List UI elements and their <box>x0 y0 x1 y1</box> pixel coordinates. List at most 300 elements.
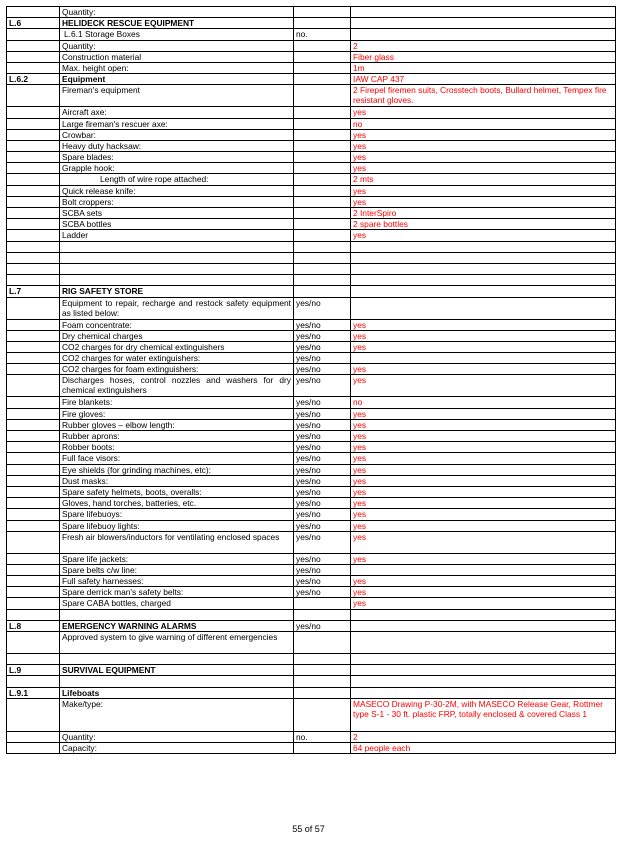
section-code-cell <box>7 654 60 665</box>
section-code-cell <box>7 51 60 62</box>
section-code-cell <box>7 408 60 419</box>
section-code-cell <box>7 263 60 274</box>
section-code-cell <box>7 397 60 408</box>
section-code-cell <box>7 364 60 375</box>
unit-cell <box>294 7 351 18</box>
value-cell: IAW CAP 437 <box>351 74 616 85</box>
value-cell: no <box>351 397 616 408</box>
table-row <box>7 486 616 497</box>
unit-cell: yes/no <box>294 531 351 553</box>
item-description-cell: Dry chemical charges <box>60 330 294 341</box>
item-description-cell: Crowbar: <box>60 129 294 140</box>
item-description-cell: Bolt croppers: <box>60 196 294 207</box>
section-code-cell <box>7 486 60 497</box>
item-description-cell: Spare lifebuoy lights: <box>60 520 294 531</box>
unit-cell: yes/no <box>294 498 351 509</box>
table-row <box>7 576 616 587</box>
value-cell <box>351 286 616 297</box>
item-description-cell: Spare blades: <box>60 152 294 163</box>
item-description-cell: Dust masks: <box>60 475 294 486</box>
unit-cell: yes/no <box>294 453 351 464</box>
table-row <box>7 353 616 364</box>
item-description-cell <box>60 263 294 274</box>
unit-cell <box>294 152 351 163</box>
value-cell: yes <box>351 375 616 397</box>
value-cell: yes <box>351 598 616 609</box>
section-code-cell <box>7 85 60 107</box>
table-row <box>7 129 616 140</box>
value-cell: yes <box>351 531 616 553</box>
table-row <box>7 498 616 509</box>
section-code-cell <box>7 498 60 509</box>
table-row <box>7 330 616 341</box>
value-cell <box>351 18 616 29</box>
section-code-cell <box>7 698 60 731</box>
section-code-cell <box>7 297 60 319</box>
item-description-cell: Spare derrick man's safety belts: <box>60 587 294 598</box>
item-description-cell: Fireman's equipment <box>60 85 294 107</box>
section-code-cell <box>7 118 60 129</box>
item-description-cell: CO2 charges for dry chemical extinguishers <box>60 341 294 352</box>
value-cell: 2 mts <box>351 174 616 185</box>
unit-cell <box>294 163 351 174</box>
unit-cell <box>294 129 351 140</box>
table-row <box>7 665 616 676</box>
unit-cell <box>294 208 351 219</box>
table-row <box>7 163 616 174</box>
value-cell: 1m <box>351 62 616 73</box>
item-description-cell: Make/type: <box>60 698 294 731</box>
unit-cell <box>294 40 351 51</box>
table-row <box>7 464 616 475</box>
table-row <box>7 654 616 665</box>
value-cell <box>351 687 616 698</box>
item-description-cell: RIG SAFETY STORE <box>60 286 294 297</box>
value-cell: yes <box>351 587 616 598</box>
item-description-cell: CO2 charges for foam extinguishers: <box>60 364 294 375</box>
table-row <box>7 208 616 219</box>
section-code-cell <box>7 185 60 196</box>
table-row <box>7 431 616 442</box>
value-cell: yes <box>351 408 616 419</box>
table-row <box>7 564 616 575</box>
section-code-cell: L.6 <box>7 18 60 29</box>
item-description-cell: Quantity: <box>60 7 294 18</box>
section-code-cell <box>7 609 60 620</box>
table-row <box>7 51 616 62</box>
unit-cell: yes/no <box>294 419 351 430</box>
item-description-cell: Ladder <box>60 230 294 241</box>
value-cell <box>351 353 616 364</box>
value-cell: yes <box>351 419 616 430</box>
value-cell: yes <box>351 107 616 118</box>
value-cell: yes <box>351 553 616 564</box>
section-code-cell: L.8 <box>7 620 60 631</box>
unit-cell <box>294 230 351 241</box>
unit-cell <box>294 174 351 185</box>
value-cell: yes <box>351 341 616 352</box>
item-description-cell: Discharges hoses, control nozzles and washers for dry chemical extinguishers <box>60 375 294 397</box>
table-row <box>7 453 616 464</box>
section-code-cell: L.9.1 <box>7 687 60 698</box>
value-cell: yes <box>351 475 616 486</box>
item-description-cell: Equipment <box>60 74 294 85</box>
table-row <box>7 74 616 85</box>
section-code-cell: L.9 <box>7 665 60 676</box>
item-description-cell <box>60 654 294 665</box>
value-cell: yes <box>351 464 616 475</box>
unit-cell <box>294 219 351 230</box>
section-code-cell <box>7 196 60 207</box>
section-code-cell <box>7 598 60 609</box>
page-number: 55 of 57 <box>292 824 325 834</box>
section-code-cell: L.6.2 <box>7 74 60 85</box>
item-description-cell: Length of wire rope attached: <box>60 174 294 185</box>
section-code-cell <box>7 419 60 430</box>
unit-cell <box>294 676 351 687</box>
unit-cell: yes/no <box>294 330 351 341</box>
unit-cell: yes/no <box>294 553 351 564</box>
item-description-cell: Equipment to repair, recharge and restock safety equipment as listed below: <box>60 297 294 319</box>
section-code-cell <box>7 587 60 598</box>
unit-cell: yes/no <box>294 397 351 408</box>
unit-cell <box>294 598 351 609</box>
section-code-cell <box>7 107 60 118</box>
item-description-cell: Foam concentrate: <box>60 319 294 330</box>
value-cell <box>351 654 616 665</box>
unit-cell <box>294 18 351 29</box>
unit-cell: yes/no <box>294 364 351 375</box>
section-code-cell <box>7 174 60 185</box>
section-code-cell <box>7 509 60 520</box>
value-cell: yes <box>351 520 616 531</box>
table-row <box>7 676 616 687</box>
table-row <box>7 219 616 230</box>
value-cell: yes <box>351 576 616 587</box>
section-code-cell <box>7 140 60 151</box>
value-cell: yes <box>351 442 616 453</box>
unit-cell: yes/no <box>294 576 351 587</box>
item-description-cell: Quantity: <box>60 731 294 742</box>
table-row <box>7 40 616 51</box>
value-cell: yes <box>351 431 616 442</box>
table-row <box>7 598 616 609</box>
unit-cell <box>294 632 351 654</box>
section-code-cell <box>7 275 60 286</box>
unit-cell <box>294 241 351 252</box>
item-description-cell: Lifeboats <box>60 687 294 698</box>
table-row <box>7 620 616 631</box>
item-description-cell: SURVIVAL EQUIPMENT <box>60 665 294 676</box>
section-code-cell <box>7 40 60 51</box>
unit-cell <box>294 654 351 665</box>
value-cell: yes <box>351 129 616 140</box>
item-description-cell: Spare belts c/w line: <box>60 564 294 575</box>
table-row <box>7 263 616 274</box>
unit-cell: yes/no <box>294 408 351 419</box>
section-code-cell <box>7 453 60 464</box>
item-description-cell: Aircraft axe: <box>60 107 294 118</box>
table-row <box>7 475 616 486</box>
table-row <box>7 341 616 352</box>
value-cell: 2 Firepel firemen suits, Crosstech boots, Bullard helmet, Tempex fire resistant gloves. <box>351 85 616 107</box>
unit-cell: yes/no <box>294 297 351 319</box>
value-cell: yes <box>351 319 616 330</box>
table-row <box>7 408 616 419</box>
value-cell: yes <box>351 140 616 151</box>
value-cell: MASECO Drawing P-30-2M, with MASECO Release Gear, Rottmer type S-1 - 30 ft. plastic FRP, totally enclosed & covered Class 1 <box>351 698 616 731</box>
value-cell: yes <box>351 498 616 509</box>
unit-cell <box>294 252 351 263</box>
value-cell <box>351 7 616 18</box>
table-row <box>7 587 616 598</box>
value-cell: Fiber glass <box>351 51 616 62</box>
unit-cell: yes/no <box>294 587 351 598</box>
item-description-cell: Construction material <box>60 51 294 62</box>
table-row <box>7 18 616 29</box>
value-cell: 2 <box>351 731 616 742</box>
section-code-cell <box>7 208 60 219</box>
table-row <box>7 62 616 73</box>
table-row <box>7 375 616 397</box>
unit-cell <box>294 196 351 207</box>
item-description-cell <box>60 676 294 687</box>
item-description-cell: Grapple hook: <box>60 163 294 174</box>
section-code-cell <box>7 252 60 263</box>
unit-cell <box>294 62 351 73</box>
section-code-cell <box>7 576 60 587</box>
table-row <box>7 252 616 263</box>
table-row <box>7 196 616 207</box>
table-row <box>7 286 616 297</box>
section-code-cell <box>7 219 60 230</box>
section-code-cell: L.7 <box>7 286 60 297</box>
item-description-cell: SCBA sets <box>60 208 294 219</box>
table-row <box>7 531 616 553</box>
unit-cell: yes/no <box>294 442 351 453</box>
unit-cell <box>294 51 351 62</box>
unit-cell: yes/no <box>294 475 351 486</box>
section-code-cell <box>7 742 60 753</box>
unit-cell <box>294 698 351 731</box>
value-cell <box>351 620 616 631</box>
item-description-cell <box>60 241 294 252</box>
value-cell <box>351 241 616 252</box>
unit-cell <box>294 687 351 698</box>
value-cell <box>351 564 616 575</box>
section-code-cell <box>7 163 60 174</box>
item-description-cell: CO2 charges for water extinguishers: <box>60 353 294 364</box>
section-code-cell <box>7 553 60 564</box>
table-row <box>7 419 616 430</box>
section-code-cell <box>7 442 60 453</box>
unit-cell <box>294 140 351 151</box>
unit-cell: yes/no <box>294 620 351 631</box>
table-row <box>7 118 616 129</box>
value-cell <box>351 297 616 319</box>
item-description-cell: Full face visors: <box>60 453 294 464</box>
unit-cell <box>294 85 351 107</box>
table-row <box>7 742 616 753</box>
value-cell: yes <box>351 364 616 375</box>
item-description-cell <box>60 252 294 263</box>
unit-cell: yes/no <box>294 509 351 520</box>
section-code-cell <box>7 520 60 531</box>
unit-cell: yes/no <box>294 464 351 475</box>
item-description-cell: Gloves, hand torches, batteries, etc. <box>60 498 294 509</box>
value-cell: yes <box>351 196 616 207</box>
table-row <box>7 241 616 252</box>
value-cell <box>351 676 616 687</box>
section-code-cell <box>7 7 60 18</box>
section-code-cell <box>7 564 60 575</box>
value-cell: yes <box>351 163 616 174</box>
value-cell: yes <box>351 230 616 241</box>
unit-cell: yes/no <box>294 319 351 330</box>
section-code-cell <box>7 230 60 241</box>
table-row <box>7 509 616 520</box>
unit-cell <box>294 185 351 196</box>
section-code-cell <box>7 341 60 352</box>
section-code-cell <box>7 241 60 252</box>
unit-cell: no. <box>294 731 351 742</box>
section-code-cell <box>7 353 60 364</box>
table-row <box>7 185 616 196</box>
item-description-cell: Spare CABA bottles, charged <box>60 598 294 609</box>
section-code-cell <box>7 431 60 442</box>
item-description-cell: Robber boots: <box>60 442 294 453</box>
table-row <box>7 7 616 18</box>
table-row <box>7 85 616 107</box>
value-cell <box>351 632 616 654</box>
item-description-cell: Rubber gloves – elbow length: <box>60 419 294 430</box>
unit-cell: yes/no <box>294 375 351 397</box>
unit-cell: yes/no <box>294 564 351 575</box>
unit-cell <box>294 275 351 286</box>
value-cell <box>351 252 616 263</box>
item-description-cell: Heavy duty hacksaw: <box>60 140 294 151</box>
value-cell <box>351 29 616 40</box>
table-row <box>7 520 616 531</box>
unit-cell <box>294 118 351 129</box>
item-description-cell: Rubber aprons: <box>60 431 294 442</box>
item-description-cell: Spare lifebuoys: <box>60 509 294 520</box>
table-row <box>7 698 616 731</box>
table-row <box>7 609 616 620</box>
item-description-cell: Eye shields (for grinding machines, etc): <box>60 464 294 475</box>
value-cell: 2 InterSpiro <box>351 208 616 219</box>
item-description-cell: Fire blankets: <box>60 397 294 408</box>
table-row <box>7 687 616 698</box>
section-code-cell <box>7 731 60 742</box>
value-cell: 2 spare bottles <box>351 219 616 230</box>
item-description-cell: Approved system to give warning of different emergencies <box>60 632 294 654</box>
unit-cell: yes/no <box>294 341 351 352</box>
value-cell: yes <box>351 152 616 163</box>
table-row <box>7 297 616 319</box>
unit-cell <box>294 286 351 297</box>
item-description-cell: Fire gloves: <box>60 408 294 419</box>
item-description-cell: Capacity: <box>60 742 294 753</box>
table-row <box>7 230 616 241</box>
value-cell: yes <box>351 185 616 196</box>
item-description-cell: Quick release knife: <box>60 185 294 196</box>
unit-cell <box>294 742 351 753</box>
value-cell <box>351 609 616 620</box>
item-description-cell: Max. height open: <box>60 62 294 73</box>
table-row <box>7 152 616 163</box>
table-row <box>7 553 616 564</box>
item-description-cell: Large fireman's rescuer axe: <box>60 118 294 129</box>
item-description-cell: Spare life jackets: <box>60 553 294 564</box>
item-description-cell: EMERGENCY WARNING ALARMS <box>60 620 294 631</box>
item-description-cell <box>60 275 294 286</box>
unit-cell <box>294 107 351 118</box>
section-code-cell <box>7 531 60 553</box>
section-code-cell <box>7 475 60 486</box>
section-code-cell <box>7 375 60 397</box>
item-description-cell: L.6.1 Storage Boxes <box>60 29 294 40</box>
unit-cell <box>294 665 351 676</box>
table-row <box>7 364 616 375</box>
item-description-cell <box>60 609 294 620</box>
unit-cell: yes/no <box>294 431 351 442</box>
unit-cell: yes/no <box>294 353 351 364</box>
table-row <box>7 319 616 330</box>
item-description-cell: Fresh air blowers/inductors for ventilating enclosed spaces <box>60 531 294 553</box>
table-row <box>7 275 616 286</box>
item-description-cell: Full safety harnesses: <box>60 576 294 587</box>
equipment-table <box>6 6 616 754</box>
section-code-cell <box>7 152 60 163</box>
table-row <box>7 731 616 742</box>
item-description-cell: Quantity: <box>60 40 294 51</box>
section-code-cell <box>7 330 60 341</box>
section-code-cell <box>7 632 60 654</box>
table-row <box>7 442 616 453</box>
item-description-cell: HELIDECK RESCUE EQUIPMENT <box>60 18 294 29</box>
unit-cell: yes/no <box>294 520 351 531</box>
value-cell: no <box>351 118 616 129</box>
unit-cell: yes/no <box>294 486 351 497</box>
unit-cell <box>294 609 351 620</box>
section-code-cell <box>7 129 60 140</box>
unit-cell <box>294 74 351 85</box>
value-cell <box>351 263 616 274</box>
section-code-cell <box>7 62 60 73</box>
value-cell <box>351 275 616 286</box>
table-row <box>7 397 616 408</box>
section-code-cell <box>7 464 60 475</box>
unit-cell: no. <box>294 29 351 40</box>
item-description-cell: Spare safety helmets, boots, overalls: <box>60 486 294 497</box>
table-row <box>7 140 616 151</box>
value-cell: yes <box>351 330 616 341</box>
value-cell: yes <box>351 486 616 497</box>
table-row <box>7 174 616 185</box>
unit-cell <box>294 263 351 274</box>
value-cell: 64 people each <box>351 742 616 753</box>
value-cell: yes <box>351 509 616 520</box>
table-row <box>7 632 616 654</box>
section-code-cell <box>7 29 60 40</box>
value-cell: yes <box>351 453 616 464</box>
value-cell: 2 <box>351 40 616 51</box>
section-code-cell <box>7 319 60 330</box>
value-cell <box>351 665 616 676</box>
section-code-cell <box>7 676 60 687</box>
table-row <box>7 29 616 40</box>
